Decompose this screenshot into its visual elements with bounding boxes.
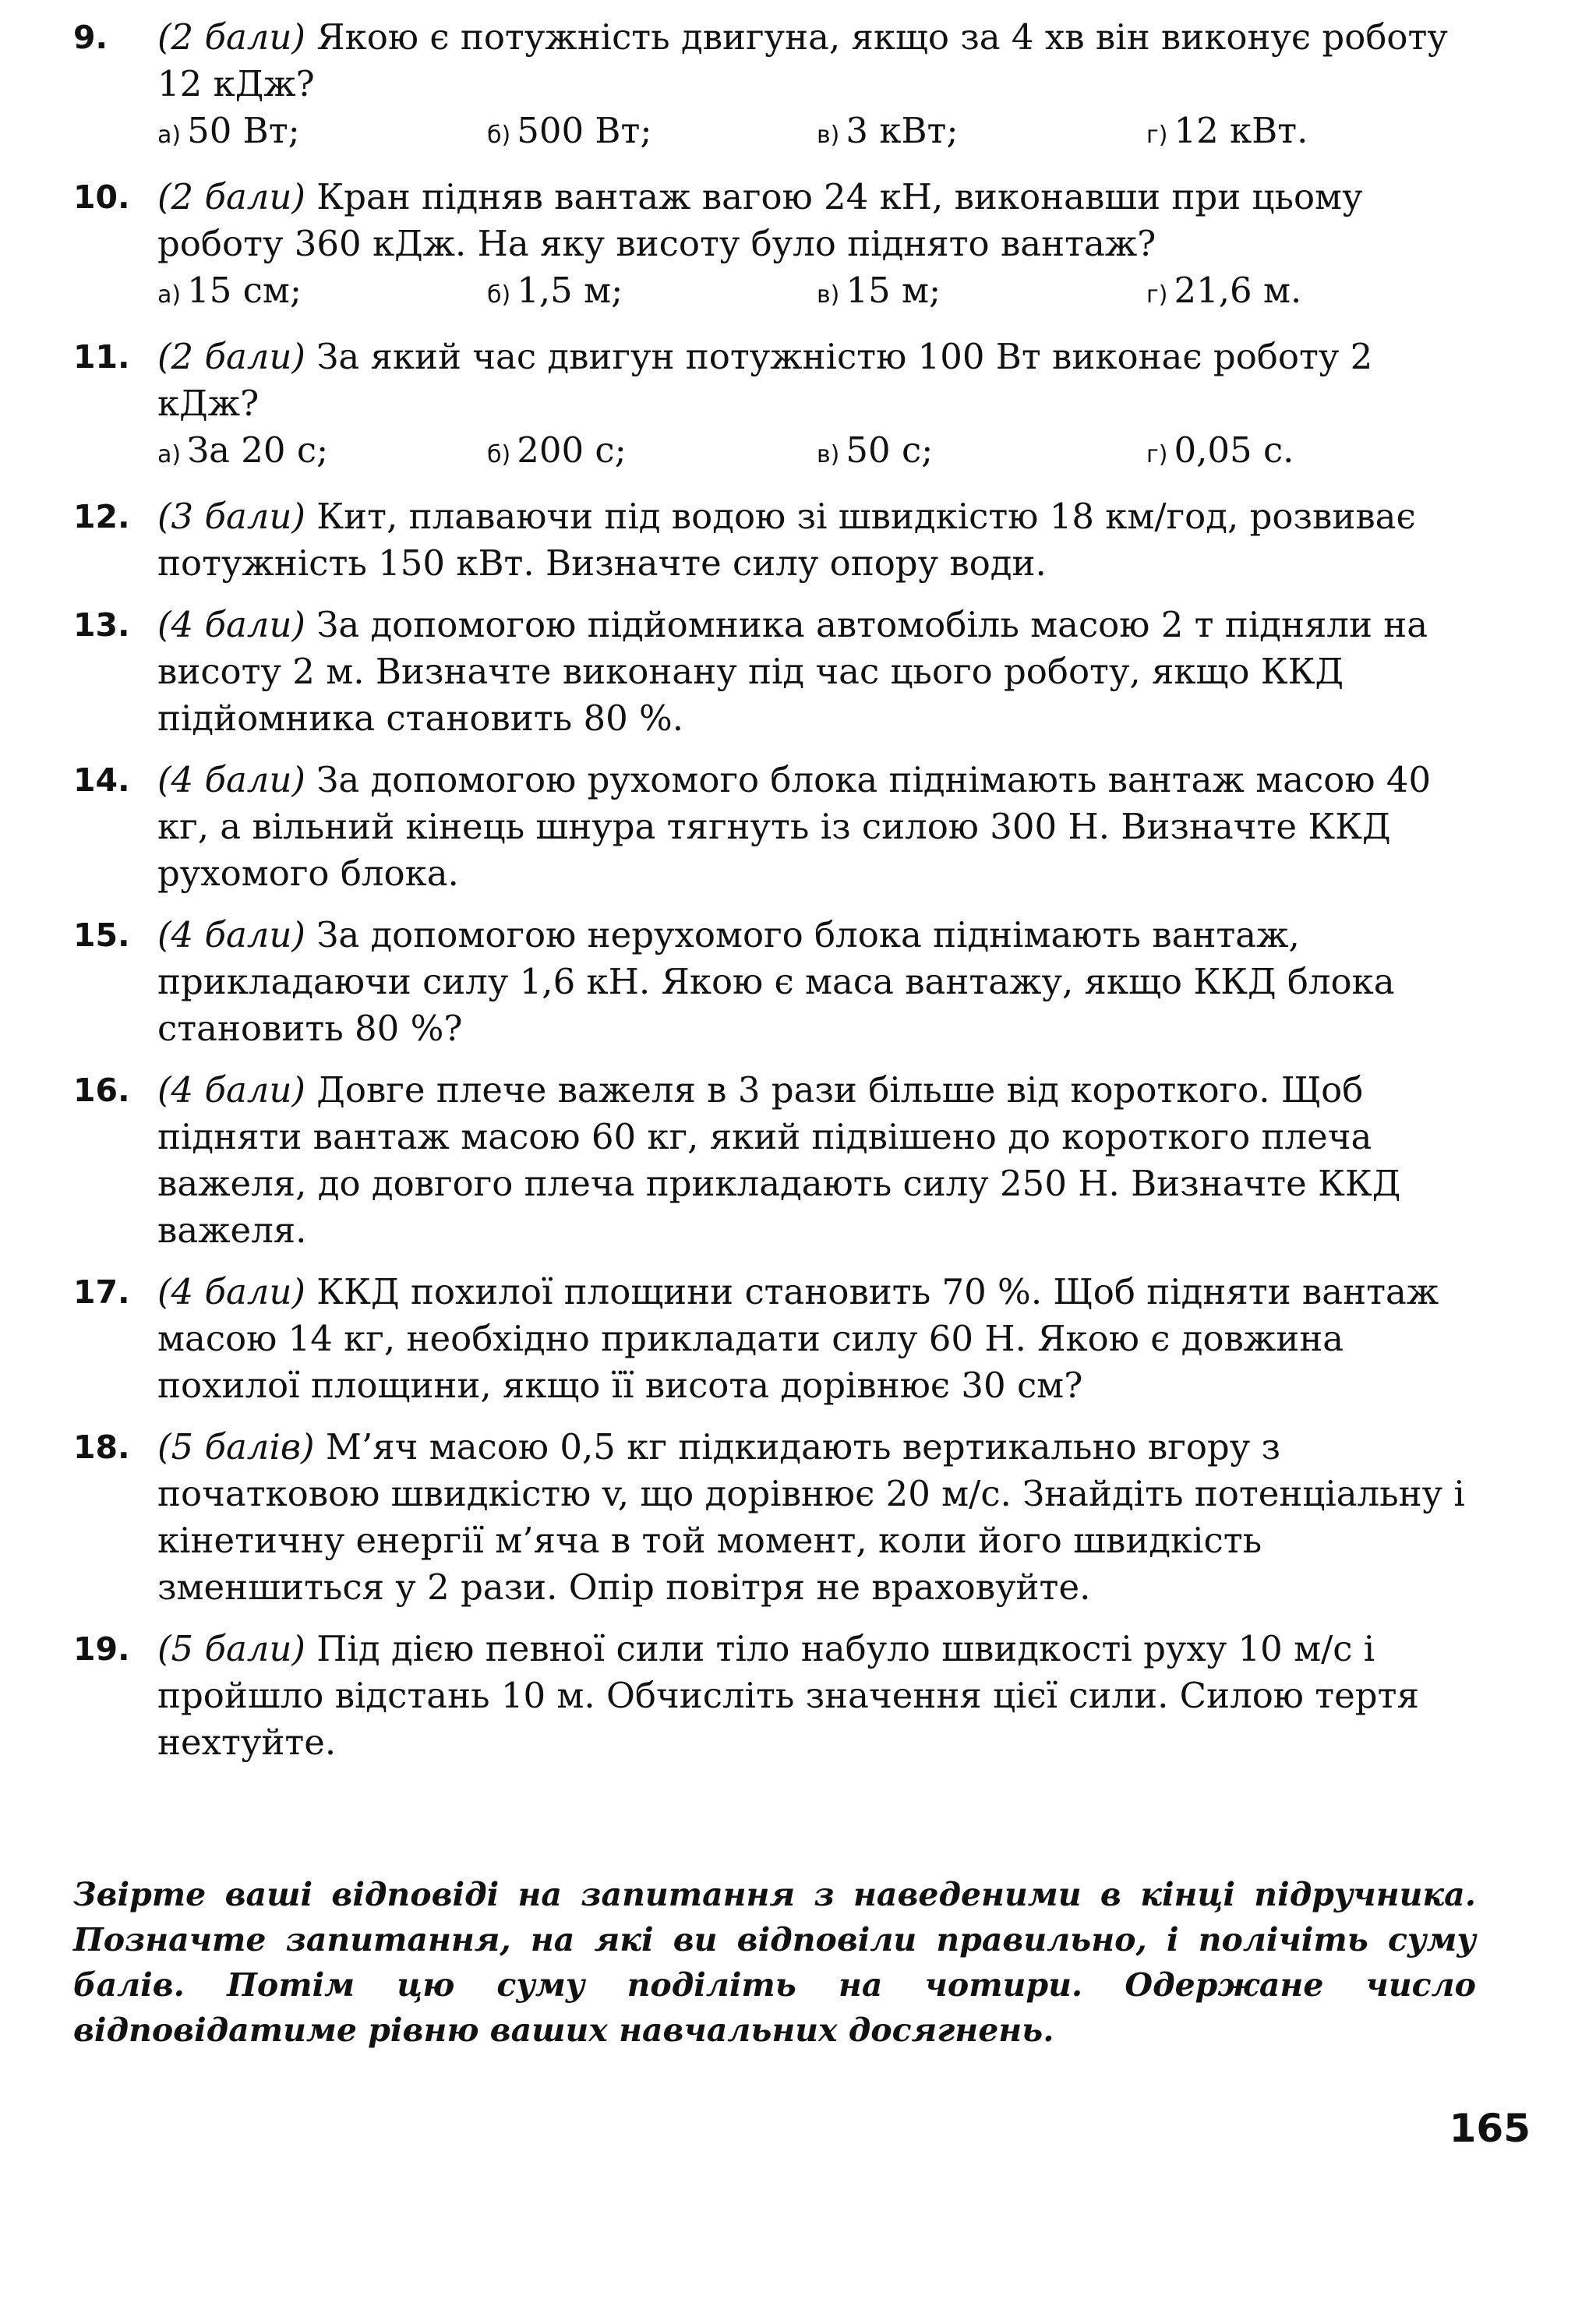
option-d <box>1146 108 1476 159</box>
problem-number: 17. <box>73 1273 130 1311</box>
option-text: 15 м; <box>846 270 941 311</box>
option-text: 21,6 м. <box>1174 270 1302 311</box>
problem-points: (4 бали) <box>157 1069 305 1111</box>
problem-text: ККД похилої площини становить 70 %. Щоб підняти вантаж масою 14 кг, необхідно прикладати силу 60 Н. Якою є довжина похилої площини, якщо її висота дорівнює 30 см? <box>157 1271 1439 1406</box>
option-text: 200 с; <box>517 429 627 471</box>
problem-points: (4 бали) <box>157 914 305 955</box>
problem-text: За який час двигун потужністю 100 Вт виконає роботу 2 кДж? <box>157 336 1373 424</box>
option-text: 500 Вт; <box>517 110 652 151</box>
problem-text: За допомогою підйомника автомобіль масою 2 т підняли на висоту 2 м. Визначте виконану під час цього роботу, якщо ККД підйомника становить 80 %. <box>157 604 1428 739</box>
option-text: 0,05 с. <box>1174 429 1294 471</box>
problem-text: За допомогою нерухомого блока піднімають вантаж, прикладаючи силу 1,6 кН. Якою є маса вантажу, якщо ККД блока становить 80 %? <box>157 914 1395 1049</box>
option-letter: в) <box>817 281 840 309</box>
problem-points: (3 бали) <box>157 496 305 537</box>
problem-points: (4 бали) <box>157 1271 305 1312</box>
problem-number: 13. <box>73 606 130 644</box>
option-text: 3 кВт; <box>846 110 959 151</box>
problem-points: (5 бали) <box>157 1628 305 1669</box>
problem-11 <box>73 334 1476 479</box>
problem-12 <box>73 493 1476 587</box>
answer-options <box>157 108 1476 159</box>
option-letter: г) <box>1146 281 1168 309</box>
problem-15 <box>73 912 1476 1052</box>
problem-number: 9. <box>73 19 108 56</box>
option-letter: в) <box>817 122 840 149</box>
problem-10 <box>73 174 1476 319</box>
option-c <box>817 108 1146 159</box>
option-text: 50 Вт; <box>187 110 300 151</box>
problem-points: (2 бали) <box>157 16 305 58</box>
problem-number: 16. <box>73 1072 130 1109</box>
problem-points: (2 бали) <box>157 336 305 377</box>
option-a <box>157 427 487 479</box>
problem-list <box>73 14 1476 1766</box>
option-c <box>817 427 1146 479</box>
option-letter: б) <box>487 122 511 149</box>
option-letter: г) <box>1146 122 1168 149</box>
problem-text: Довге плече важеля в 3 рази більше від короткого. Щоб підняти вантаж масою 60 кг, який підвішено до короткого плеча важеля, до довгого плеча прикладають силу 250 Н. Визначте ККД важеля. <box>157 1069 1401 1251</box>
problem-number: 15. <box>73 917 130 954</box>
option-text: 1,5 м; <box>517 270 623 311</box>
option-letter: а) <box>157 122 182 149</box>
problem-19 <box>73 1626 1476 1766</box>
option-d <box>1146 427 1476 479</box>
option-text: За 20 с; <box>187 429 329 471</box>
option-b <box>487 267 817 319</box>
answer-options <box>157 427 1476 479</box>
option-text: 12 кВт. <box>1174 110 1308 151</box>
option-letter: б) <box>487 441 511 468</box>
page-number: 165 <box>1449 2106 1531 2151</box>
problem-text: Кран підняв вантаж вагою 24 кН, виконавши при цьому роботу 360 кДж. На яку висоту було піднято вантаж? <box>157 176 1363 264</box>
option-b <box>487 427 817 479</box>
problem-number: 19. <box>73 1630 130 1668</box>
option-text: 50 с; <box>846 429 934 471</box>
option-b <box>487 108 817 159</box>
problem-13 <box>73 602 1476 742</box>
problem-points: (2 бали) <box>157 176 305 217</box>
problem-16 <box>73 1067 1476 1254</box>
problem-text: Якою є потужність двигуна, якщо за 4 хв він виконує роботу 12 кДж? <box>157 16 1448 104</box>
problem-9 <box>73 14 1476 159</box>
problem-14 <box>73 757 1476 897</box>
option-d <box>1146 267 1476 319</box>
problem-number: 10. <box>73 178 130 216</box>
option-a <box>157 108 487 159</box>
problem-text: М’яч масою 0,5 кг підкидають вертикально вгору з початковою швидкістю v, що дорівнює 20 м/с. Знайдіть потенціальну і кінетичну енергії м’яча в той момент, коли його швидкість зменшиться у 2 рази. Опір повітря не враховуйте. <box>157 1426 1465 1608</box>
closing-instructions: Звірте ваші відповіді на запитання з наведеними в кінці підручника. Позначте запитання, на які ви відповіли правильно, і полічіть суму балів. Потім цю суму поділіть на чотири. Одержане число відповідатиме рівню ваших навчальних досягнень. <box>73 1876 1476 2049</box>
problem-number: 11. <box>73 338 130 376</box>
answer-options <box>157 267 1476 319</box>
problem-17 <box>73 1269 1476 1409</box>
problem-points: (4 бали) <box>157 759 305 800</box>
problem-number: 14. <box>73 761 130 799</box>
option-letter: в) <box>817 441 840 468</box>
option-text: 15 см; <box>187 270 302 311</box>
option-letter: а) <box>157 281 182 309</box>
problem-text: Під дією певної сили тіло набуло швидкості руху 10 м/с і пройшло відстань 10 м. Обчисліть значення цієї сили. Силою тертя нехтуйте. <box>157 1628 1419 1763</box>
option-letter: б) <box>487 281 511 309</box>
option-letter: г) <box>1146 441 1168 468</box>
problem-18 <box>73 1424 1476 1611</box>
problem-text: Кит, плаваючи під водою зі швидкістю 18 км/год, розвиває потужність 150 кВт. Визначте силу опору води. <box>157 496 1416 584</box>
problem-number: 12. <box>73 498 130 535</box>
option-a <box>157 267 487 319</box>
problem-text: За допомогою рухомого блока піднімають вантаж масою 40 кг, а вільний кінець шнура тягнуть із силою 300 Н. Визначте ККД рухомого блока. <box>157 759 1432 894</box>
problem-points: (4 бали) <box>157 604 305 645</box>
option-c <box>817 267 1146 319</box>
option-letter: а) <box>157 441 182 468</box>
problem-number: 18. <box>73 1429 130 1466</box>
problem-points: (5 балів) <box>157 1426 315 1468</box>
